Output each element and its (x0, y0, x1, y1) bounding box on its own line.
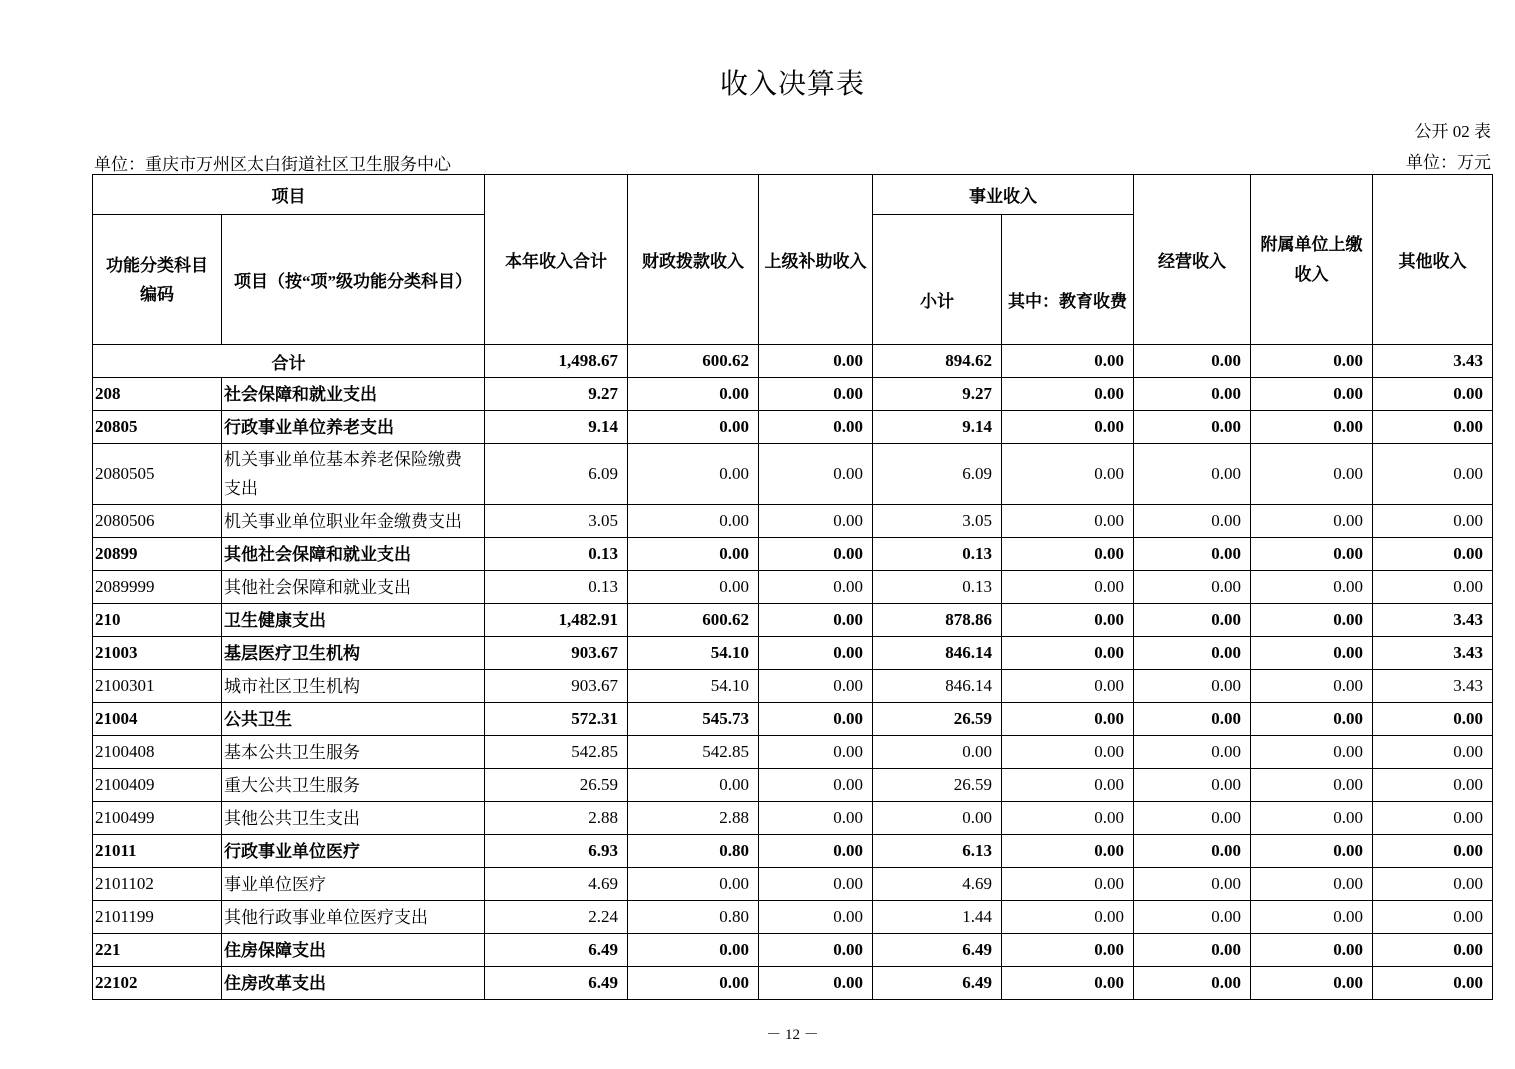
row-value: 0.00 (1134, 444, 1251, 505)
row-value: 0.00 (1134, 703, 1251, 736)
row-code: 2100499 (93, 802, 222, 835)
row-value: 0.00 (759, 901, 873, 934)
row-name: 其他公共卫生支出 (222, 802, 485, 835)
row-name: 公共卫生 (222, 703, 485, 736)
row-value: 6.09 (873, 444, 1002, 505)
table-row (93, 571, 1493, 604)
row-value: 0.00 (1373, 967, 1493, 1000)
row-value: 1,482.91 (485, 604, 628, 637)
row-value: 0.00 (1002, 505, 1134, 538)
row-value: 0.00 (1373, 703, 1493, 736)
row-value: 0.00 (628, 967, 759, 1000)
row-value: 572.31 (485, 703, 628, 736)
row-value: 0.00 (759, 571, 873, 604)
row-value: 0.00 (1002, 670, 1134, 703)
row-value: 0.00 (759, 538, 873, 571)
row-code: 2100301 (93, 670, 222, 703)
row-value: 0.00 (759, 604, 873, 637)
row-value: 0.00 (1251, 736, 1373, 769)
header-project: 项目 (93, 175, 485, 215)
row-name: 基本公共卫生服务 (222, 736, 485, 769)
row-value: 0.00 (759, 637, 873, 670)
row-value: 878.86 (873, 604, 1002, 637)
row-value: 0.00 (1373, 934, 1493, 967)
row-value: 0.13 (873, 538, 1002, 571)
row-value: 542.85 (628, 736, 759, 769)
row-value: 0.00 (1251, 444, 1373, 505)
row-value: 542.85 (485, 736, 628, 769)
row-code: 22102 (93, 967, 222, 1000)
row-value: 3.43 (1373, 670, 1493, 703)
row-value: 0.00 (759, 868, 873, 901)
row-code: 2101199 (93, 901, 222, 934)
row-value: 0.00 (1134, 538, 1251, 571)
row-value: 0.13 (485, 538, 628, 571)
row-name: 其他社会保障和就业支出 (222, 571, 485, 604)
row-value: 6.49 (485, 967, 628, 1000)
row-value: 0.00 (1251, 934, 1373, 967)
table-row (93, 411, 1493, 444)
row-value: 0.00 (1251, 868, 1373, 901)
row-value: 0.00 (1251, 637, 1373, 670)
row-value: 0.00 (1134, 670, 1251, 703)
row-value: 0.00 (1002, 637, 1134, 670)
row-value: 0.00 (628, 411, 759, 444)
income-table (92, 174, 1493, 1000)
row-name: 重大公共卫生服务 (222, 769, 485, 802)
row-value: 0.00 (1134, 637, 1251, 670)
row-value: 0.80 (628, 835, 759, 868)
row-value: 0.00 (1134, 505, 1251, 538)
row-value: 0.00 (1134, 967, 1251, 1000)
row-value: 0.00 (1251, 411, 1373, 444)
table-row (93, 967, 1493, 1000)
row-name: 住房改革支出 (222, 967, 485, 1000)
row-code: 2089999 (93, 571, 222, 604)
row-value: 0.00 (1251, 378, 1373, 411)
row-value: 0.00 (1002, 769, 1134, 802)
row-value: 0.00 (873, 736, 1002, 769)
row-value: 0.00 (1251, 670, 1373, 703)
row-value: 0.80 (628, 901, 759, 934)
row-value: 6.49 (485, 934, 628, 967)
row-value: 0.00 (1134, 411, 1251, 444)
row-value: 0.00 (1002, 901, 1134, 934)
table-row (93, 934, 1493, 967)
row-value: 6.49 (873, 967, 1002, 1000)
row-value: 0.00 (1134, 802, 1251, 835)
row-value: 0.00 (1373, 802, 1493, 835)
table-row (93, 703, 1493, 736)
total-value: 1,498.67 (485, 345, 628, 378)
row-value: 0.00 (1134, 604, 1251, 637)
row-value: 0.00 (1373, 505, 1493, 538)
row-value: 0.00 (1373, 901, 1493, 934)
row-value: 0.00 (1373, 835, 1493, 868)
row-value: 0.13 (485, 571, 628, 604)
row-name: 机关事业单位职业年金缴费支出 (222, 505, 485, 538)
header-superior-subsidy: 上级补助收入 (759, 175, 873, 345)
row-value: 9.27 (485, 378, 628, 411)
row-value: 0.00 (1251, 604, 1373, 637)
row-value: 0.00 (1373, 769, 1493, 802)
row-value: 0.00 (1373, 411, 1493, 444)
row-value: 0.00 (1002, 868, 1134, 901)
total-value: 894.62 (873, 345, 1002, 378)
row-value: 0.00 (759, 411, 873, 444)
table-row (93, 637, 1493, 670)
row-value: 0.00 (1002, 411, 1134, 444)
row-name: 行政事业单位养老支出 (222, 411, 485, 444)
row-value: 0.00 (1002, 378, 1134, 411)
row-value: 0.13 (873, 571, 1002, 604)
table-row (93, 835, 1493, 868)
row-value: 0.00 (1373, 444, 1493, 505)
table-row (93, 538, 1493, 571)
header-education-fee: 其中：教育收费 (1002, 215, 1134, 345)
table-row (93, 736, 1493, 769)
row-code: 21003 (93, 637, 222, 670)
row-value: 4.69 (485, 868, 628, 901)
row-value: 0.00 (1002, 802, 1134, 835)
table-row (93, 802, 1493, 835)
row-value: 0.00 (1002, 703, 1134, 736)
row-name: 机关事业单位基本养老保险缴费支出 (222, 444, 485, 505)
currency-unit: 单位：万元 (1406, 153, 1491, 172)
row-code: 2080505 (93, 444, 222, 505)
row-code: 21004 (93, 703, 222, 736)
page-number: － 12 － (766, 1027, 819, 1043)
row-value: 0.00 (1373, 378, 1493, 411)
header-code: 功能分类科目编码 (93, 215, 222, 345)
total-value: 600.62 (628, 345, 759, 378)
row-value: 54.10 (628, 670, 759, 703)
row-value: 0.00 (1002, 967, 1134, 1000)
row-value: 26.59 (873, 703, 1002, 736)
row-name: 行政事业单位医疗 (222, 835, 485, 868)
row-value: 9.27 (873, 378, 1002, 411)
row-value: 0.00 (759, 835, 873, 868)
row-value: 3.05 (873, 505, 1002, 538)
row-value: 0.00 (759, 736, 873, 769)
row-value: 0.00 (1002, 604, 1134, 637)
row-value: 6.09 (485, 444, 628, 505)
row-value: 0.00 (759, 505, 873, 538)
row-value: 0.00 (1373, 571, 1493, 604)
header-project-name: 项目（按“项”级功能分类科目） (222, 215, 485, 345)
row-value: 0.00 (759, 670, 873, 703)
row-value: 0.00 (628, 538, 759, 571)
row-value: 6.93 (485, 835, 628, 868)
row-code: 20805 (93, 411, 222, 444)
row-value: 0.00 (628, 444, 759, 505)
total-label: 合计 (93, 345, 485, 378)
row-name: 事业单位医疗 (222, 868, 485, 901)
row-name: 其他行政事业单位医疗支出 (222, 901, 485, 934)
row-value: 0.00 (1002, 835, 1134, 868)
row-value: 0.00 (628, 571, 759, 604)
row-name: 基层医疗卫生机构 (222, 637, 485, 670)
row-value: 0.00 (1251, 901, 1373, 934)
row-value: 0.00 (1134, 378, 1251, 411)
row-value: 0.00 (759, 703, 873, 736)
row-value: 0.00 (1251, 505, 1373, 538)
row-name: 城市社区卫生机构 (222, 670, 485, 703)
row-value: 0.00 (1251, 967, 1373, 1000)
row-value: 26.59 (485, 769, 628, 802)
total-value: 0.00 (759, 345, 873, 378)
row-value: 4.69 (873, 868, 1002, 901)
row-value: 0.00 (1134, 901, 1251, 934)
row-value: 0.00 (628, 769, 759, 802)
row-value: 0.00 (1251, 769, 1373, 802)
header-total-income: 本年收入合计 (485, 175, 628, 345)
row-value: 0.00 (628, 505, 759, 538)
row-value: 0.00 (759, 378, 873, 411)
row-name: 住房保障支出 (222, 934, 485, 967)
row-code: 221 (93, 934, 222, 967)
table-row (93, 901, 1493, 934)
row-value: 26.59 (873, 769, 1002, 802)
row-value: 0.00 (759, 934, 873, 967)
row-value: 0.00 (759, 769, 873, 802)
table-row (93, 444, 1493, 505)
row-value: 0.00 (1251, 571, 1373, 604)
row-value: 846.14 (873, 637, 1002, 670)
row-value: 0.00 (1251, 538, 1373, 571)
table-row (93, 868, 1493, 901)
page-title: 收入决算表 (719, 69, 865, 100)
total-value: 0.00 (1134, 345, 1251, 378)
row-value: 0.00 (759, 444, 873, 505)
total-value: 3.43 (1373, 345, 1493, 378)
row-value: 0.00 (1002, 934, 1134, 967)
row-value: 0.00 (1134, 835, 1251, 868)
row-value: 6.49 (873, 934, 1002, 967)
header-business-income: 事业收入 (873, 175, 1134, 215)
row-value: 0.00 (1002, 571, 1134, 604)
row-name: 其他社会保障和就业支出 (222, 538, 485, 571)
organization-unit: 单位：重庆市万州区太白街道社区卫生服务中心 (94, 155, 451, 174)
row-value: 0.00 (1002, 736, 1134, 769)
table-number: 公开 02 表 (1414, 122, 1491, 141)
row-value: 0.00 (1002, 538, 1134, 571)
row-value: 903.67 (485, 670, 628, 703)
row-value: 2.24 (485, 901, 628, 934)
row-value: 0.00 (1373, 868, 1493, 901)
row-value: 3.43 (1373, 637, 1493, 670)
row-value: 54.10 (628, 637, 759, 670)
row-code: 20899 (93, 538, 222, 571)
row-value: 0.00 (628, 934, 759, 967)
row-value: 6.13 (873, 835, 1002, 868)
row-value: 0.00 (1134, 769, 1251, 802)
row-value: 600.62 (628, 604, 759, 637)
row-value: 0.00 (1134, 934, 1251, 967)
row-value: 0.00 (1251, 802, 1373, 835)
row-value: 846.14 (873, 670, 1002, 703)
row-value: 0.00 (1134, 571, 1251, 604)
row-value: 9.14 (485, 411, 628, 444)
row-value: 2.88 (485, 802, 628, 835)
header-affiliated: 附属单位上缴收入 (1251, 175, 1373, 345)
total-row (93, 345, 1493, 378)
row-code: 2100408 (93, 736, 222, 769)
row-name: 卫生健康支出 (222, 604, 485, 637)
row-value: 0.00 (1251, 835, 1373, 868)
row-value: 545.73 (628, 703, 759, 736)
total-value: 0.00 (1251, 345, 1373, 378)
table-row (93, 505, 1493, 538)
row-value: 903.67 (485, 637, 628, 670)
row-code: 2080506 (93, 505, 222, 538)
table-row (93, 670, 1493, 703)
row-value: 0.00 (1002, 444, 1134, 505)
row-value: 0.00 (628, 868, 759, 901)
row-value: 1.44 (873, 901, 1002, 934)
header-operating: 经营收入 (1134, 175, 1251, 345)
row-value: 0.00 (759, 802, 873, 835)
row-value: 0.00 (1134, 736, 1251, 769)
table-row (93, 604, 1493, 637)
row-code: 208 (93, 378, 222, 411)
total-value: 0.00 (1002, 345, 1134, 378)
row-value: 0.00 (1251, 703, 1373, 736)
row-code: 21011 (93, 835, 222, 868)
table-row (93, 769, 1493, 802)
row-value: 2.88 (628, 802, 759, 835)
table-row (93, 378, 1493, 411)
row-value: 0.00 (1134, 868, 1251, 901)
header-subtotal: 小计 (873, 215, 1002, 345)
header-fiscal: 财政拨款收入 (628, 175, 759, 345)
row-value: 0.00 (628, 378, 759, 411)
row-value: 0.00 (759, 967, 873, 1000)
row-name: 社会保障和就业支出 (222, 378, 485, 411)
row-code: 210 (93, 604, 222, 637)
row-value: 3.05 (485, 505, 628, 538)
header-other: 其他收入 (1373, 175, 1493, 345)
row-value: 9.14 (873, 411, 1002, 444)
row-value: 0.00 (873, 802, 1002, 835)
row-code: 2101102 (93, 868, 222, 901)
row-value: 3.43 (1373, 604, 1493, 637)
row-value: 0.00 (1373, 736, 1493, 769)
row-code: 2100409 (93, 769, 222, 802)
row-value: 0.00 (1373, 538, 1493, 571)
